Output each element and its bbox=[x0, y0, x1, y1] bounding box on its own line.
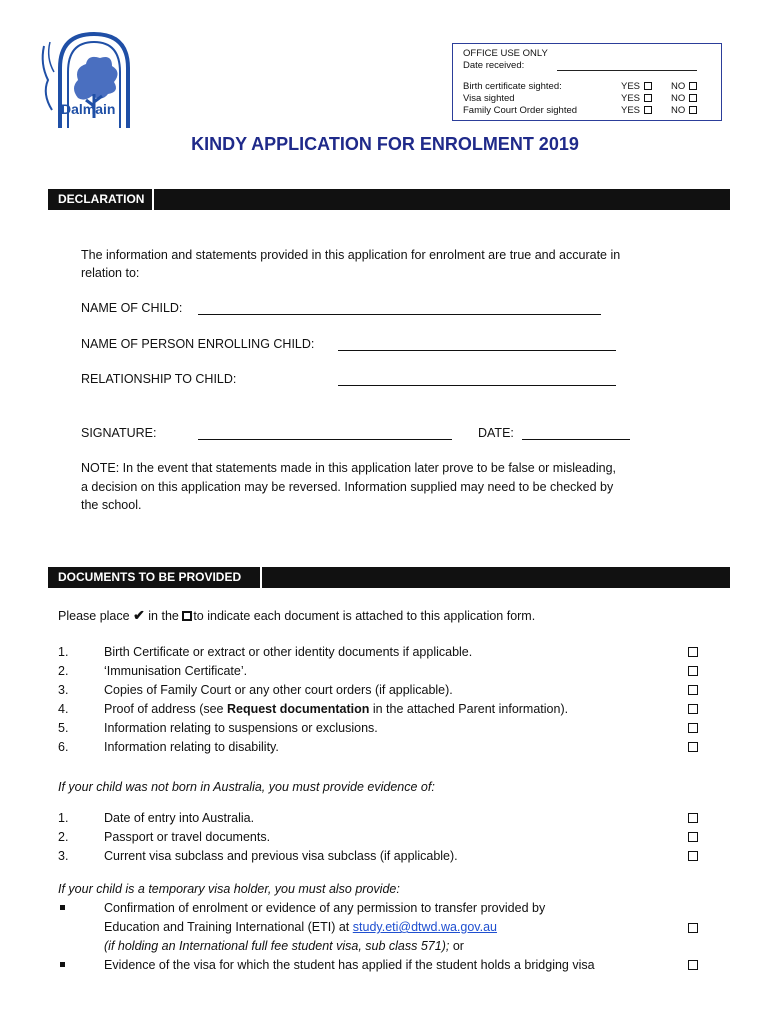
item-text: Passport or travel documents. bbox=[104, 830, 271, 844]
document-checkbox[interactable] bbox=[688, 923, 698, 933]
temp-visa-item-1-line-1: Confirmation of enrolment or evidence of any permission to transfer provided by bbox=[104, 901, 546, 915]
document-checkbox[interactable] bbox=[688, 813, 698, 823]
document-checkbox[interactable] bbox=[688, 960, 698, 970]
list-item bbox=[58, 643, 708, 662]
header-divider bbox=[152, 189, 154, 210]
checkmark-icon: ✔ bbox=[133, 607, 145, 623]
declaration-header-text: DECLARATION bbox=[58, 192, 145, 206]
document-checkbox[interactable] bbox=[688, 704, 698, 714]
yes-checkbox[interactable] bbox=[644, 106, 652, 114]
document-checkbox[interactable] bbox=[688, 723, 698, 733]
item-text: ‘Immunisation Certificate’. bbox=[104, 664, 248, 678]
bullet-icon bbox=[60, 962, 65, 967]
yes-label: YES bbox=[621, 93, 641, 104]
instruction-text: to indicate each document is attached to this application form. bbox=[193, 609, 536, 623]
date-received-label: Date received: bbox=[463, 60, 525, 71]
item-text-pre: Proof of address (see bbox=[104, 702, 227, 716]
document-checkbox[interactable] bbox=[688, 832, 698, 842]
item-text: Date of entry into Australia. bbox=[104, 811, 255, 825]
checkbox-icon bbox=[182, 611, 192, 621]
item-number: 2. bbox=[58, 664, 69, 678]
yes-label: YES bbox=[621, 81, 641, 92]
name-of-child-label: NAME OF CHILD: bbox=[81, 301, 183, 315]
list-item bbox=[58, 719, 708, 738]
eti-email-link[interactable]: study.eti@dtwd.wa.gov.au bbox=[352, 920, 498, 934]
list-item bbox=[58, 662, 708, 681]
documents-header-text: DOCUMENTS TO BE PROVIDED bbox=[58, 570, 242, 584]
date-label: DATE: bbox=[478, 426, 514, 440]
no-label: NO bbox=[671, 81, 686, 92]
or-text: or bbox=[449, 939, 464, 953]
note-line-2: a decision on this application may be reversed. Information supplied may need to be checked by bbox=[81, 480, 614, 494]
relationship-field[interactable] bbox=[338, 385, 616, 386]
item-text: Current visa subclass and previous visa subclass (if applicable). bbox=[104, 849, 458, 863]
item-text-bold: Request documentation bbox=[226, 702, 370, 716]
note-line-1: NOTE: In the event that statements made in this application later prove to be false or misleading, bbox=[81, 461, 617, 475]
eti-text: Education and Training International (ETI) at bbox=[104, 920, 353, 934]
item-text: Information relating to disability. bbox=[104, 740, 279, 754]
list-item bbox=[58, 809, 708, 828]
item-number: 5. bbox=[58, 721, 69, 735]
item-number: 4. bbox=[58, 702, 69, 716]
office-row bbox=[463, 93, 713, 105]
signature-label: SIGNATURE: bbox=[81, 426, 157, 440]
no-checkbox[interactable] bbox=[689, 106, 697, 114]
date-received-line[interactable] bbox=[557, 70, 697, 71]
office-row bbox=[463, 81, 713, 93]
instruction-text: in the bbox=[144, 609, 183, 623]
name-of-person-label: NAME OF PERSON ENROLLING CHILD: bbox=[81, 337, 315, 351]
document-checkbox[interactable] bbox=[688, 851, 698, 861]
name-of-child-field[interactable] bbox=[198, 314, 601, 315]
office-use-box bbox=[452, 43, 722, 121]
item-text bbox=[104, 700, 568, 719]
office-row bbox=[463, 105, 713, 117]
declaration-intro-1: The information and statements provided in this application for enrolment are true and accurate in bbox=[81, 248, 621, 262]
office-row-label: Visa sighted bbox=[463, 93, 515, 104]
yes-checkbox[interactable] bbox=[644, 82, 652, 90]
item-number: 3. bbox=[58, 683, 69, 697]
instruction-text: Please place bbox=[58, 609, 134, 623]
document-checkbox[interactable] bbox=[688, 666, 698, 676]
list-item bbox=[58, 828, 708, 847]
list-item bbox=[58, 700, 708, 719]
documents-instruction bbox=[58, 606, 535, 625]
temp-visa-item-1-line-3 bbox=[104, 937, 464, 955]
item-number: 6. bbox=[58, 740, 69, 754]
list-item bbox=[58, 738, 708, 757]
list-item bbox=[58, 681, 708, 700]
page-title: KINDY APPLICATION FOR ENROLMENT 2019 bbox=[191, 134, 579, 154]
item-text: Information relating to suspensions or exclusions. bbox=[104, 721, 378, 735]
item-number: 2. bbox=[58, 830, 69, 844]
office-row-label: Family Court Order sighted bbox=[463, 105, 578, 116]
item-text: Birth Certificate or extract or other identity documents if applicable. bbox=[104, 645, 473, 659]
no-label: NO bbox=[671, 93, 686, 104]
temp-visa-item-2: Evidence of the visa for which the student has applied if the student holds a bridging visa bbox=[104, 958, 595, 972]
item-text: Copies of Family Court or any other court orders (if applicable). bbox=[104, 683, 453, 697]
name-of-person-field[interactable] bbox=[338, 350, 616, 351]
item-number: 1. bbox=[58, 811, 69, 825]
date-field[interactable] bbox=[522, 439, 630, 440]
relationship-label: RELATIONSHIP TO CHILD: bbox=[81, 372, 237, 386]
list-item bbox=[58, 847, 708, 866]
yes-label: YES bbox=[621, 105, 641, 116]
declaration-header bbox=[48, 189, 730, 210]
item-text-post: in the attached Parent information). bbox=[369, 702, 569, 716]
document-checkbox[interactable] bbox=[688, 647, 698, 657]
documents-header bbox=[48, 567, 730, 588]
no-checkbox[interactable] bbox=[689, 82, 697, 90]
yes-checkbox[interactable] bbox=[644, 94, 652, 102]
declaration-intro-2: relation to: bbox=[81, 266, 140, 280]
visa-subclass-note: (if holding an International full fee student visa, sub class 571); bbox=[104, 939, 450, 953]
office-use-title: OFFICE USE ONLY bbox=[463, 48, 548, 59]
no-checkbox[interactable] bbox=[689, 94, 697, 102]
temp-visa-item-1-line-2 bbox=[104, 918, 497, 936]
school-logo bbox=[38, 28, 144, 132]
item-number: 3. bbox=[58, 849, 69, 863]
note-line-3: the school. bbox=[81, 498, 142, 512]
document-checkbox[interactable] bbox=[688, 685, 698, 695]
office-row-label: Birth certificate sighted: bbox=[463, 81, 562, 92]
header-divider bbox=[260, 567, 262, 588]
no-label: NO bbox=[671, 105, 686, 116]
signature-field[interactable] bbox=[198, 439, 452, 440]
not-born-heading: If your child was not born in Australia, you must provide evidence of: bbox=[58, 780, 435, 794]
temp-visa-heading: If your child is a temporary visa holder, you must also provide: bbox=[58, 882, 400, 896]
document-checkbox[interactable] bbox=[688, 742, 698, 752]
bullet-icon bbox=[60, 905, 65, 910]
item-number: 1. bbox=[58, 645, 69, 659]
logo-text: Dalmain bbox=[61, 101, 116, 117]
